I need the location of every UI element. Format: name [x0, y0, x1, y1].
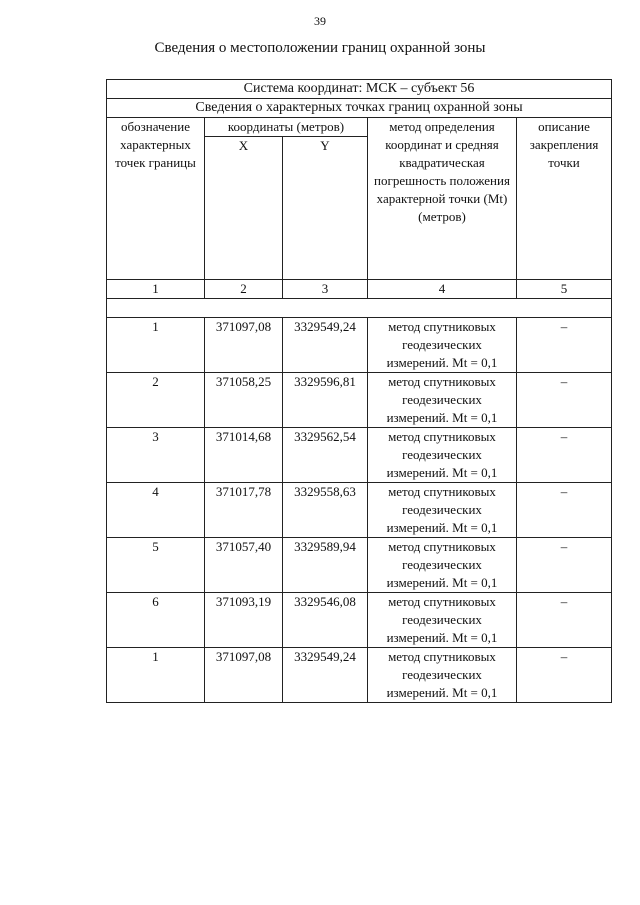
description-value: –: [517, 483, 612, 538]
description-value: –: [517, 538, 612, 593]
description-value: –: [517, 318, 612, 373]
column-number: 1: [107, 280, 205, 299]
y-value: 3329546,08: [283, 593, 368, 648]
x-value: 371057,40: [205, 538, 283, 593]
coordinate-system-row: Система координат: МСК – субъект 56: [107, 80, 612, 99]
points-info-row: Сведения о характерных точках границ охранной зоны: [107, 99, 612, 118]
point-label: 6: [107, 593, 205, 648]
y-value: 3329562,54: [283, 428, 368, 483]
header-method: метод определения координат и средняя квадратическая погрешность положения характерной точки (Mt) (метров): [368, 118, 517, 280]
header-coordinates: координаты (метров): [205, 118, 368, 137]
point-label: 4: [107, 483, 205, 538]
column-number: 3: [283, 280, 368, 299]
method-line: метод спутниковых: [388, 319, 496, 334]
table-row: [107, 373, 612, 428]
point-label: 5: [107, 538, 205, 593]
page-title: Сведения о местоположении границ охранной зоны: [154, 40, 486, 56]
method-line: метод спутниковых: [388, 594, 496, 609]
method-line: геодезических: [402, 392, 482, 407]
method-cell: [368, 538, 517, 593]
table-row: [107, 593, 612, 648]
method-line: геодезических: [402, 502, 482, 517]
method-line: геодезических: [402, 447, 482, 462]
description-value: –: [517, 373, 612, 428]
y-value: 3329549,24: [283, 648, 368, 703]
method-line: измерений. Mt = 0,1: [386, 520, 498, 535]
method-line: метод спутниковых: [388, 649, 496, 664]
method-line: измерений. Mt = 0,1: [386, 630, 498, 645]
method-line: геодезических: [402, 667, 482, 682]
x-value: 371097,08: [205, 318, 283, 373]
table-row: [107, 428, 612, 483]
x-value: 371017,78: [205, 483, 283, 538]
description-value: –: [517, 428, 612, 483]
table-row: [107, 318, 612, 373]
column-number: 5: [517, 280, 612, 299]
description-value: –: [517, 593, 612, 648]
header-description: описание закрепления точки: [517, 118, 612, 280]
y-value: 3329589,94: [283, 538, 368, 593]
method-cell: [368, 373, 517, 428]
header-y: Y: [283, 137, 368, 280]
method-line: измерений. Mt = 0,1: [386, 685, 498, 700]
method-cell: [368, 428, 517, 483]
x-value: 371014,68: [205, 428, 283, 483]
method-cell: [368, 318, 517, 373]
method-line: метод спутниковых: [388, 429, 496, 444]
table-row: [107, 648, 612, 703]
description-value: –: [517, 648, 612, 703]
header-designation: обозначение характерных точек границы: [107, 118, 205, 280]
method-line: метод спутниковых: [388, 484, 496, 499]
page-number: 39: [314, 14, 326, 28]
point-label: 3: [107, 428, 205, 483]
method-line: метод спутниковых: [388, 374, 496, 389]
x-value: 371058,25: [205, 373, 283, 428]
point-label: 1: [107, 318, 205, 373]
method-line: геодезических: [402, 557, 482, 572]
y-value: 3329596,81: [283, 373, 368, 428]
column-number: 2: [205, 280, 283, 299]
table-row: [107, 538, 612, 593]
method-line: геодезических: [402, 337, 482, 352]
empty-row: [107, 299, 612, 318]
method-line: геодезических: [402, 612, 482, 627]
x-value: 371093,19: [205, 593, 283, 648]
point-label: 2: [107, 373, 205, 428]
method-line: измерений. Mt = 0,1: [386, 410, 498, 425]
method-line: метод спутниковых: [388, 539, 496, 554]
x-value: 371097,08: [205, 648, 283, 703]
method-cell: [368, 593, 517, 648]
header-x: X: [205, 137, 283, 280]
point-label: 1: [107, 648, 205, 703]
method-line: измерений. Mt = 0,1: [386, 575, 498, 590]
y-value: 3329549,24: [283, 318, 368, 373]
method-line: измерений. Mt = 0,1: [386, 355, 498, 370]
column-number: 4: [368, 280, 517, 299]
method-cell: [368, 648, 517, 703]
table-row: [107, 483, 612, 538]
method-line: измерений. Mt = 0,1: [386, 465, 498, 480]
method-cell: [368, 483, 517, 538]
y-value: 3329558,63: [283, 483, 368, 538]
boundary-points-table: [106, 79, 612, 703]
